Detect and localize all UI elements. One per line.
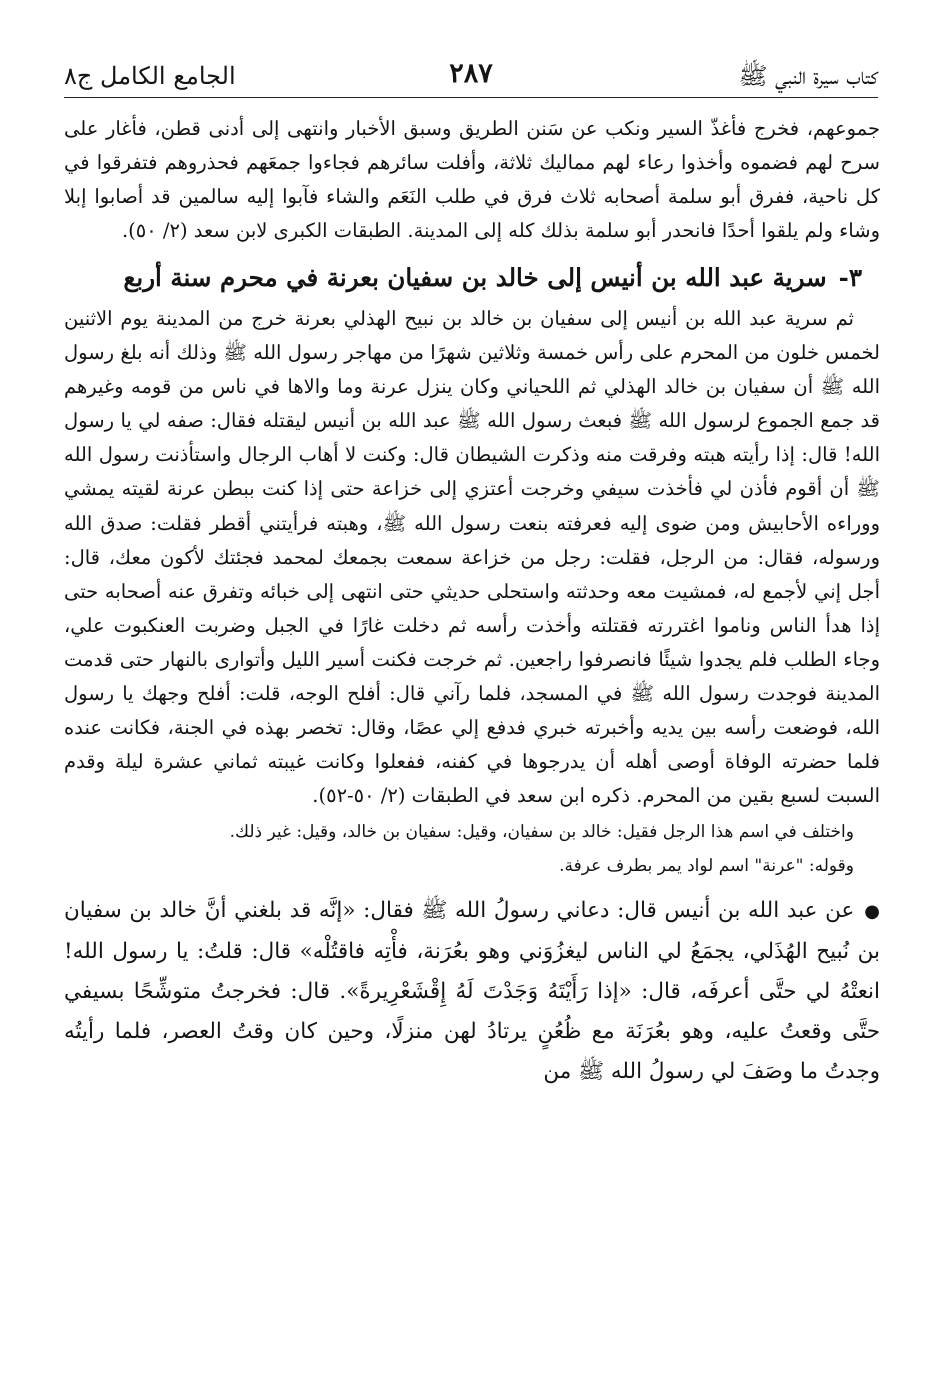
section-heading-number: ٣- xyxy=(838,263,862,292)
hadith-paragraph xyxy=(64,891,880,1092)
note-urana-definition: وقوله: "عرنة" اسم لواد يمر بطرف عرفة. xyxy=(559,856,854,877)
header-divider xyxy=(64,97,878,98)
section-heading-text: سرية عبد الله بن أنيس إلى خالد بن سفيان بعرنة في محرم سنة أربع xyxy=(123,263,827,292)
bullet-icon: ● xyxy=(864,901,880,923)
page-number: ٢٨٧ xyxy=(449,58,493,89)
note-name-dispute: واختلف في اسم هذا الرجل فقيل: خالد بن سفيان، وقيل: سفيان بن خالد، وقيل: غير ذلك. xyxy=(229,822,854,843)
page-body xyxy=(64,112,880,1092)
main-paragraph: ثم سرية عبد الله بن أنيس إلى سفيان بن خالد بن نبيح الهذلي بعرنة خرج من المدينة يوم الاثنين لخمس خلون من المحرم على رأس خمسة وثلاثين شهرًا من مهاجر رسول الله ﷺ وذلك أنه بلغ رسول الله ﷺ أن سفيان بن خالد الهذلي ثم اللحياني وكان ينزل عرنة وما والاها في ناس من قومه وغيرهم قد جمع الجموع لرسول الله ﷺ فبعث رسول الله ﷺ عبد الله بن أنيس ليقتله فقال: صفه لي يا رسول الله! قال: إذا رأيته هبته وفرقت منه وذكرت الشيطان قال: وكنت لا أهاب الرجال واستأذنت رسول الله ﷺ أن أقوم فأذن لي فأخذت سيفي وخرجت أعتزي إلى خزاعة حتى إذا كنت ببطن عرنة لقيته يمشي ووراءه الأحابيش ومن ضوى إليه فعرفته بنعت رسول الله ﷺ، وهبته فرأيتني أقطر فقلت: صدق الله ورسوله، فقال: من الرجل، فقلت: رجل من خزاعة سمعت بجمعك لمحمد فجئتك لأكون معك، قال: أجل إني لأجمع له، فمشيت معه وحدثته واستحلى حديثي حتى انتهى إلى خبائه وتفرق عنه أصحابه حتى إذا هدأ الناس وناموا اغتررته فقتلته وأخذت رأسه ثم دخلت غارًا في الجبل وضربت العنكبوت علي، وجاء الطلب فلم يجدوا شيئًا فانصرفوا راجعين. ثم خرجت فكنت أسير الليل وأتوارى بالنهار حتى قدمت المدينة فوجدت رسول الله ﷺ في المسجد، فلما رآني قال: أفلح الوجه، قلت: أفلح وجهك يا رسول الله، فوضعت رأسه بين يديه وأخبرته خبري فدفع إلي عصًا، وقال: تخصر بهذه في الجنة، فكانت عنده فلما حضرته الوفاة أوصى أهله أن يدرجوها في كفنه، ففعلوا وكانت غيبته ثماني عشرة ليلة وقدم السبت لسبع بقين من المحرم. ذكره ابن سعد في الطبقات (٢/ ٥٠-٥٢). xyxy=(64,307,880,808)
running-head-book-title: كتاب سيرة النبي ﷺ xyxy=(738,62,878,90)
page-header xyxy=(64,58,878,96)
running-head-volume-title: الجامع الكامل ج٨ xyxy=(64,62,236,90)
hadith-text: عن عبد الله بن أنيس قال: دعاني رسولُ الله ﷺ فقال: «إنَّه قد بلغني أنَّ خالد بن سفيان بن نُبيح الهُذَلي، يجمَعُ لي الناس ليغزُوَني وهو بعُرَنة، فأْتِه فاقتُلْه» قال: قلتُ: يا رسول الله! انعتْهُ لي حتَّى أعرفَه، قال: «إذا رَأَيْتَهُ وَجَدْتَ لَهُ إِقْشَعْرِيرةً». قال: فخرجتُ متوشِّحًا بسيفي حتَّى وقعتُ عليه، وهو بعُرَنَة مع ظُعُنٍ يرتادُ لهن منزلًا، وحين كان وقتُ العصر، فلما رأيتُه وجدتُ ما وصَفَ لي رسولُ الله ﷺ من xyxy=(64,898,880,1085)
section-heading xyxy=(64,258,862,298)
intro-paragraph: جموعهم، فخرج فأغذّ السير ونكب عن سَنن الطريق وسبق الأخبار وانتهى إلى أدنى قطن، فأغار على سرح لهم فضموه وأخذوا رعاء لهم مماليك ثلاثة، وأفلت سائرهم فجاءوا جمعَهم فحذروهم فتفرقوا في كل ناحية، ففرق أبو سلمة أصحابه ثلاث فرق في طلب النَعَم والشاء فآبوا إليه سالمين قد أصابوا إبلا وشاء ولم يلقوا أحدًا فانحدر أبو سلمة بذلك كله إلى المدينة. الطبقات الكبرى لابن سعد (٢/ ٥٠). xyxy=(64,117,880,242)
